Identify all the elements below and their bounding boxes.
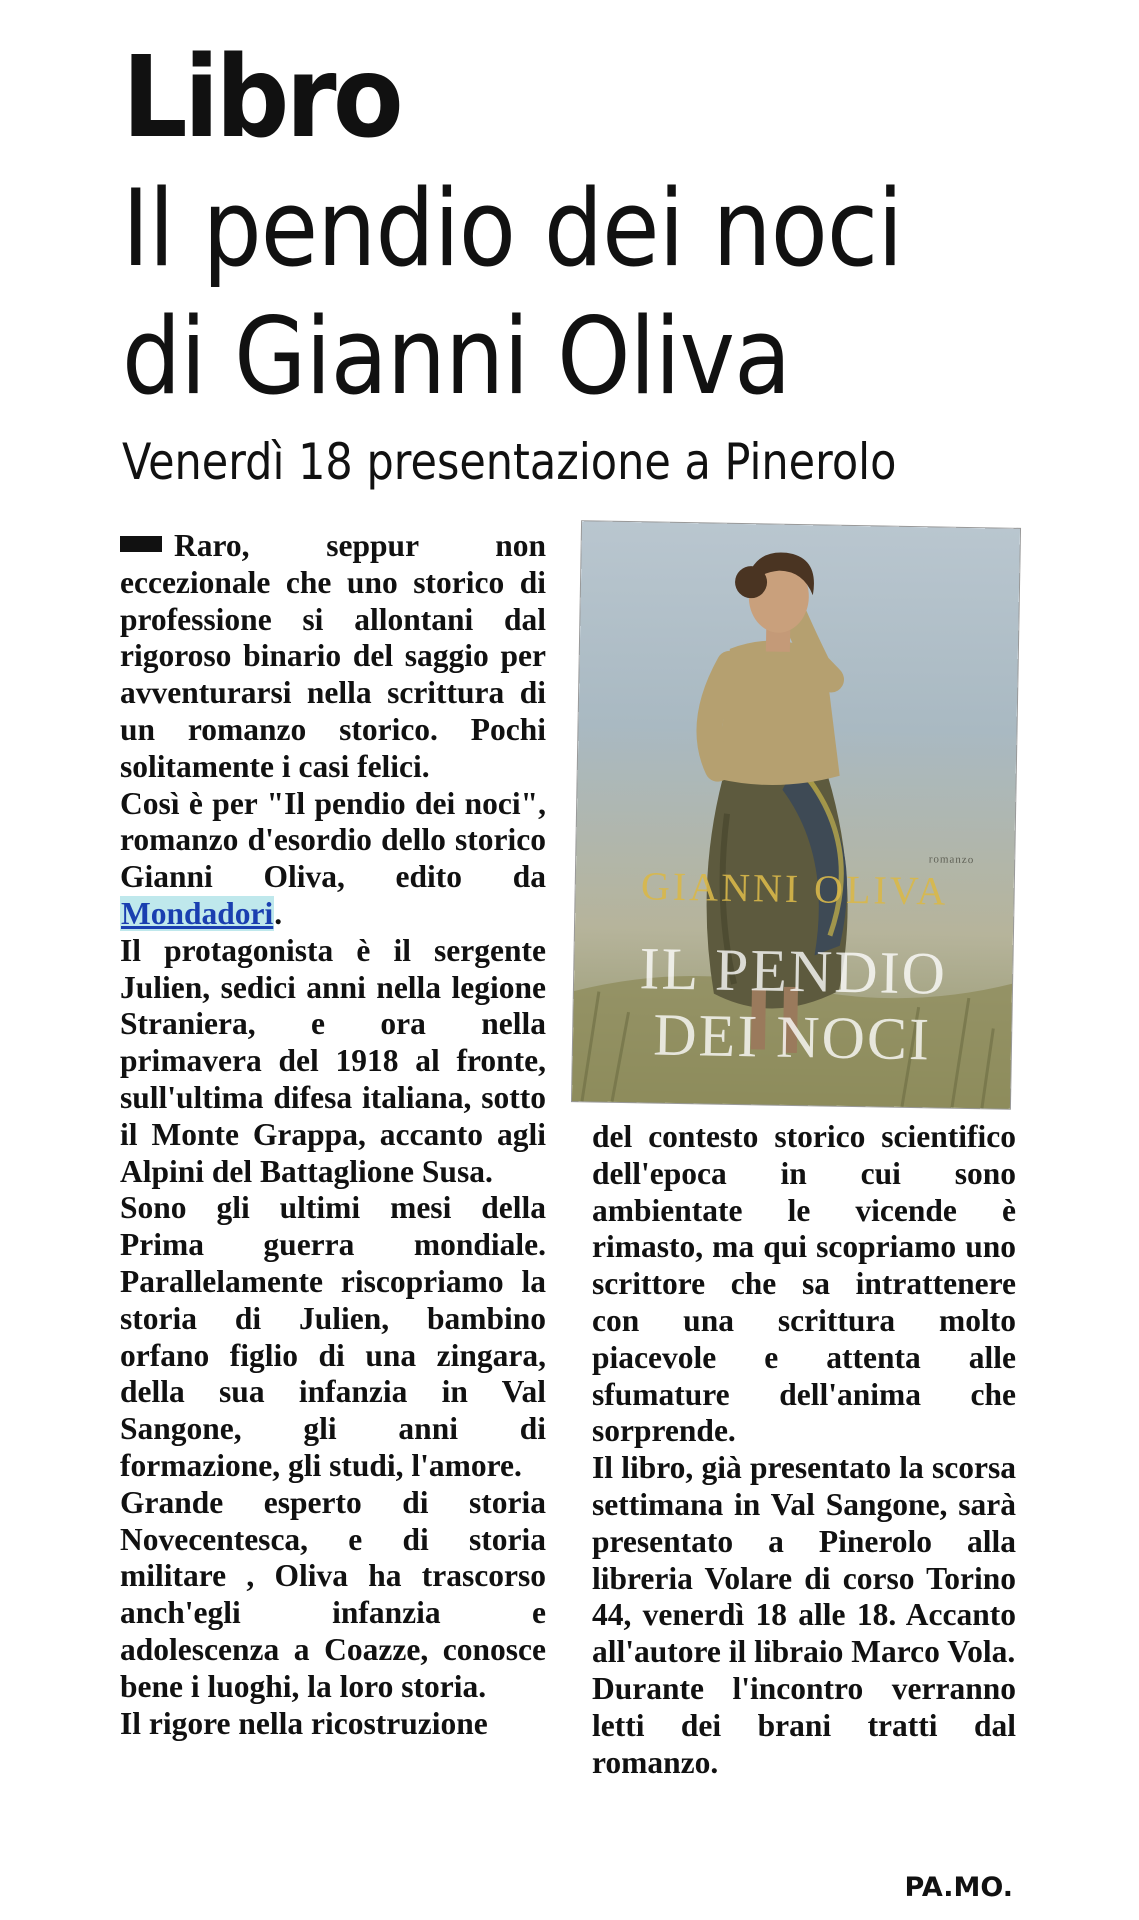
paragraph-2-text: Così è per "Il pendio dei noci", romanzo d'esordio dello storico Gianni Oliva, edito da <box>120 785 546 895</box>
paragraph-3: Il protagonista è il sergente Julien, sedici anni nella legione Straniera, e ora nella primavera del 1918 al fronte, sull'ultima difesa italiana, sotto il Monte Grappa, accanto agli Alpini del Battaglione Susa. <box>120 932 546 1189</box>
cover-title-line-2: DEI NOCI <box>652 1001 932 1073</box>
article-column-1 <box>120 528 546 1742</box>
paragraph-6: Il rigore nella ricostruzione <box>120 1705 488 1741</box>
article-subhead: Venerdì 18 presentazione a Pinerolo <box>122 433 897 491</box>
paragraph-7: del contesto storico scientifico dell'epoca in cui sono ambientate le vicende è rimasto, ma qui scopriamo uno scrittore che sa intrattenere con una scrittura molto piacevole e attenta alle sfumature dell'anima che sorprende. <box>592 1119 1016 1449</box>
paragraph-1 <box>120 528 546 786</box>
section-kicker: Libro <box>122 33 400 163</box>
author-signature: PA.MO. <box>904 1872 1013 1903</box>
paragraph-8: Il libro, già presentato la scorsa settimana in Val Sangone, sarà presentato a Pinerolo alla libreria Volare di corso Torino 44, venerdì 18 alle 18. Accanto all'autore il libraio Marco Vola. <box>592 1450 1016 1670</box>
cover-author: GIANNI OLIVA <box>640 863 949 914</box>
cover-series-label: romanzo <box>928 853 975 867</box>
paragraph-2-end: . <box>274 895 283 931</box>
article-column-2 <box>592 1119 1016 1781</box>
cover-title-line-1: IL PENDIO <box>639 935 948 1007</box>
paragraph-4: Sono gli ultimi mesi della Prima guerra mondiale. Parallelamente riscopriamo la storia di Julien, bambino orfano figlio di una zingara, della sua infanzia in Val Sangone, gli anni di formazione, gli studi, l'amore. <box>120 1190 546 1483</box>
paragraph-9: Durante l'incontro verranno letti dei brani tratti dal romanzo. <box>592 1670 1016 1780</box>
article-headline <box>122 165 1002 421</box>
paragraph-2 <box>120 786 546 933</box>
lead-bullet-mark <box>120 536 162 552</box>
publisher-link[interactable]: Mondadori <box>121 895 274 931</box>
book-cover-image <box>572 521 1020 1109</box>
headline-line-2: di Gianni Oliva <box>122 295 791 418</box>
paragraph-5: Grande esperto di storia Novecentesca, e di storia militare , Oliva ha trascorso anch'egli infanzia e adolescenza a Coazze, conosce bene i luoghi, la loro storia. <box>120 1484 546 1704</box>
headline-line-1: Il pendio dei noci <box>122 167 903 290</box>
paragraph-1-text: Raro, seppur non eccezionale che uno storico di professione si allontani dal rigoroso binario del saggio per avventurarsi nella scrittura di un romanzo storico. Pochi solitamente i casi felici. <box>120 528 546 784</box>
